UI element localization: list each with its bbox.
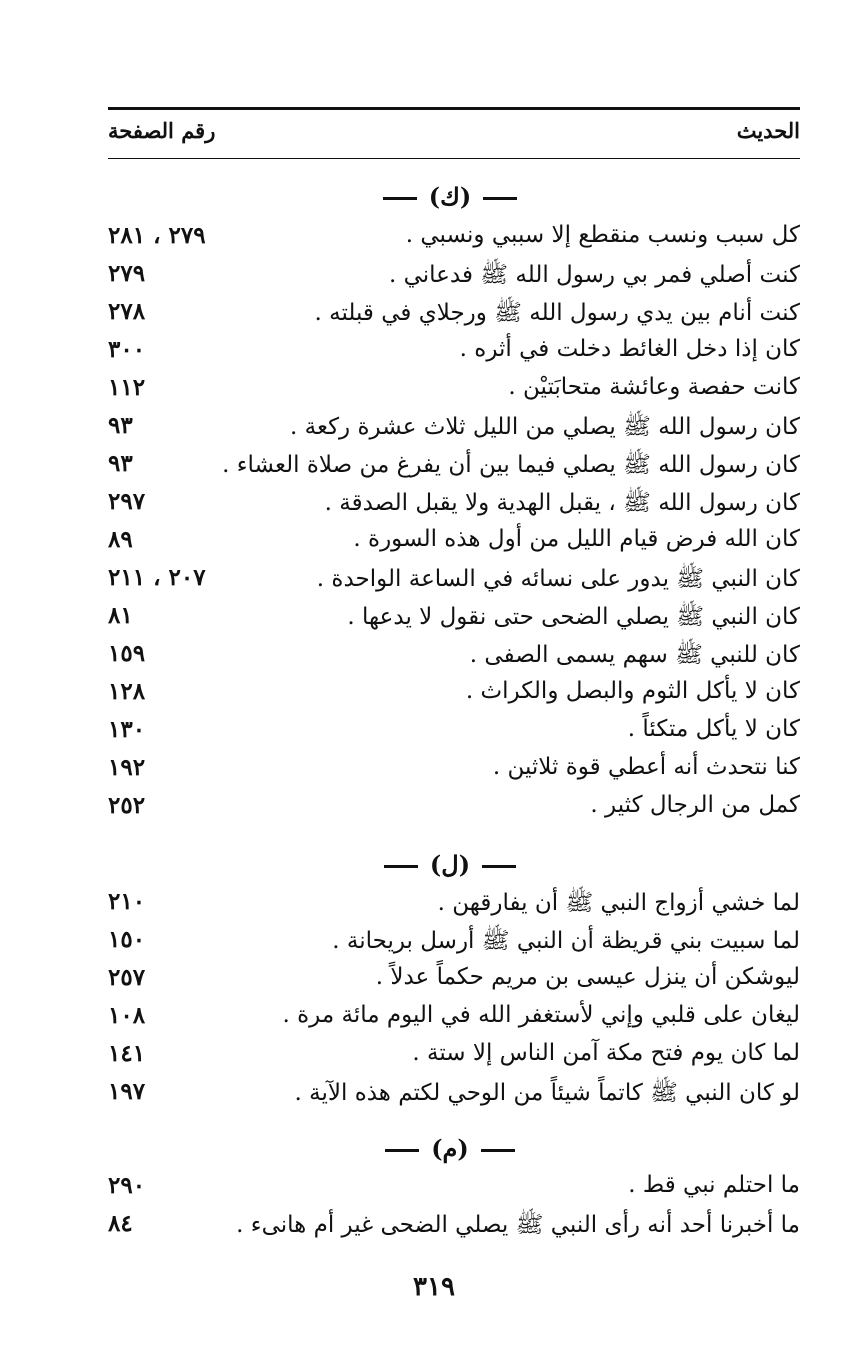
index-entry (108, 564, 800, 602)
page-ref: ١٩٧ (108, 1078, 146, 1105)
index-entry (108, 336, 800, 374)
hadith-text: لما خشي أزواج النبي ﷺ أن يفارقهن . (437, 890, 800, 916)
hadith-text: كان إذا دخل الغائط دخلت في أثره . (459, 336, 800, 362)
section-heading-mim (350, 1134, 550, 1163)
hadith-text: كان رسول الله ﷺ يصلي فيما بين أن يفرغ من صلاة العشاء . (222, 452, 800, 478)
section-letter: (ل) (429, 850, 471, 879)
section-letter: (ك) (428, 182, 472, 211)
page-ref: ٢٠٧ ، ٢١١ (108, 564, 206, 591)
hadith-text: كان الله فرض قيام الليل من أول هذه السورة . (353, 526, 800, 552)
page-ref: ١٩٢ (108, 754, 146, 781)
index-entry (108, 754, 800, 792)
index-entry (108, 792, 800, 830)
index-entry (108, 1172, 800, 1210)
index-entry (108, 716, 800, 754)
hadith-text: لما سبيت بني قريظة أن النبي ﷺ أرسل بريحانة . (332, 928, 800, 954)
index-entry (108, 488, 800, 526)
hadith-text: كنت أنام بين يدي رسول الله ﷺ ورجلاي في قبلته . (314, 300, 800, 326)
hadith-text: ليغان على قلبي وإني لأستغفر الله في اليوم مائة مرة . (282, 1002, 800, 1028)
index-entry (108, 222, 800, 260)
hadith-text: ليوشكن أن ينزل عيسى بن مريم حكماً عدلاً . (375, 964, 800, 990)
header-top-rule (108, 107, 800, 110)
section-heading-kaf (350, 182, 550, 211)
index-entry (108, 1040, 800, 1078)
index-entry (108, 450, 800, 488)
section-heading-lam (350, 850, 550, 879)
page-ref: ٢١٠ (108, 888, 146, 915)
index-entry (108, 964, 800, 1002)
index-entry (108, 260, 800, 298)
page-ref: ٢٩٧ (108, 488, 146, 515)
page-ref: ٢٧٨ (108, 298, 146, 325)
hadith-text: لو كان النبي ﷺ كاتماً شيئاً من الوحي لكتم هذه الآية . (294, 1080, 800, 1106)
page-number: ٣١٩ (413, 1272, 455, 1302)
page-ref: ١٢٨ (108, 678, 146, 705)
hadith-text: كمل من الرجال كثير . (590, 792, 800, 818)
page-ref: ٨٩ (108, 526, 133, 553)
index-entry (108, 926, 800, 964)
hadith-text: كان للنبي ﷺ سهم يسمى الصفى . (469, 642, 800, 668)
page-ref: ١٣٠ (108, 716, 146, 743)
index-entry (108, 678, 800, 716)
page-ref: ٢٧٩ ، ٢٨١ (108, 222, 206, 249)
page-ref: ٢٥٧ (108, 964, 146, 991)
column-header-page-number: رقم الصفحة (108, 118, 216, 143)
hadith-text: كان لا يأكل الثوم والبصل والكراث . (465, 678, 800, 704)
page-ref: ١٠٨ (108, 1002, 146, 1029)
hadith-text: ما أخبرنا أحد أنه رأى النبي ﷺ يصلي الضحى غير أم هانىء . (236, 1212, 800, 1238)
section-letter: (م) (431, 1134, 469, 1163)
page-ref: ١١٢ (108, 374, 146, 401)
index-entry (108, 1078, 800, 1116)
page-ref: ٩٣ (108, 450, 133, 477)
index-entry (108, 640, 800, 678)
hadith-text: كان النبي ﷺ يدور على نسائه في الساعة الواحدة . (316, 566, 800, 592)
index-entry (108, 526, 800, 564)
page-ref: ٨٤ (108, 1210, 133, 1237)
heading-dash (383, 197, 417, 200)
page-ref: ٩٣ (108, 412, 133, 439)
index-entry (108, 1210, 800, 1248)
page-ref: ٢٥٢ (108, 792, 146, 819)
page-ref: ٣٠٠ (108, 336, 146, 363)
hadith-text: كل سبب ونسب منقطع إلا سببي ونسبي . (405, 222, 800, 248)
index-entry (108, 888, 800, 926)
hadith-text: كان لا يأكل متكئاً . (627, 716, 800, 742)
hadith-text: ما احتلم نبي قط . (628, 1172, 800, 1198)
heading-dash (482, 865, 516, 868)
page-ref: ٢٩٠ (108, 1172, 146, 1199)
heading-dash (384, 865, 418, 868)
hadith-text: كنا نتحدث أنه أعطي قوة ثلاثين . (492, 754, 800, 780)
column-header-hadith: الحديث (736, 118, 800, 143)
hadith-text: كان رسول الله ﷺ ، يقبل الهدية ولا يقبل الصدقة . (324, 490, 800, 516)
hadith-text: كنت أصلي فمر بي رسول الله ﷺ فدعاني . (388, 262, 800, 288)
index-entry (108, 1002, 800, 1040)
index-entry (108, 374, 800, 412)
hadith-text: كان رسول الله ﷺ يصلي من الليل ثلاث عشرة ركعة . (290, 414, 800, 440)
page-ref: ١٥٩ (108, 640, 146, 667)
heading-dash (385, 1149, 419, 1152)
page-ref: ١٤١ (108, 1040, 146, 1067)
page-ref: ٢٧٩ (108, 260, 146, 287)
header-bottom-rule (108, 158, 800, 159)
heading-dash (483, 197, 517, 200)
hadith-text: كانت حفصة وعائشة متحابَتيْن . (508, 374, 800, 400)
hadith-text: كان النبي ﷺ يصلي الضحى حتى نقول لا يدعها . (347, 604, 800, 630)
index-entry (108, 602, 800, 640)
index-entry (108, 412, 800, 450)
index-entry (108, 298, 800, 336)
hadith-text: لما كان يوم فتح مكة آمن الناس إلا ستة . (412, 1040, 800, 1066)
page-ref: ٨١ (108, 602, 133, 629)
heading-dash (481, 1149, 515, 1152)
page-ref: ١٥٠ (108, 926, 146, 953)
